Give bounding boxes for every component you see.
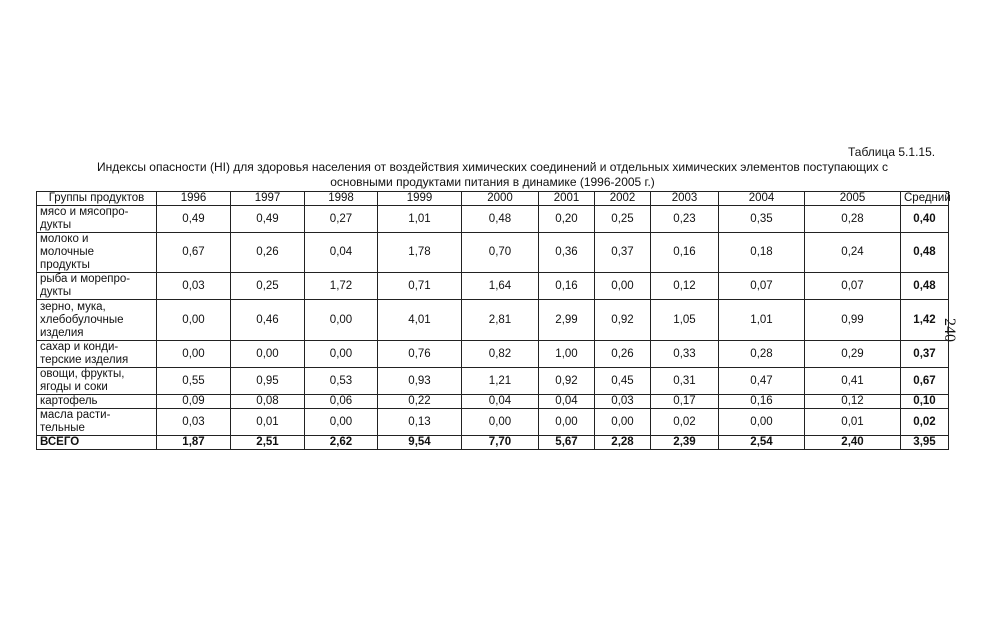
header-average: Средний (901, 192, 949, 206)
table-row (37, 368, 949, 395)
value-cell: 0,07 (805, 273, 901, 300)
value-cell: 0,00 (719, 409, 805, 436)
value-cell: 0,04 (539, 395, 595, 409)
value-cell: 1,78 (378, 233, 462, 273)
total-value-cell: 2,51 (231, 436, 305, 450)
value-cell: 0,55 (157, 368, 231, 395)
total-label-cell: ВСЕГО (37, 436, 157, 450)
table-row (37, 233, 949, 273)
average-cell: 1,42 (901, 300, 949, 341)
table-body (37, 206, 949, 450)
total-value-cell: 7,70 (462, 436, 539, 450)
value-cell: 0,00 (305, 409, 378, 436)
value-cell: 0,53 (305, 368, 378, 395)
table-number-label: Таблица 5.1.15. (848, 145, 936, 159)
value-cell: 0,02 (651, 409, 719, 436)
value-cell: 0,48 (462, 206, 539, 233)
header-year: 2000 (462, 192, 539, 206)
product-group-cell: картофель (37, 395, 157, 409)
value-cell: 4,01 (378, 300, 462, 341)
value-cell: 0,03 (595, 395, 651, 409)
value-cell: 0,25 (231, 273, 305, 300)
value-cell: 0,99 (805, 300, 901, 341)
product-group-cell: зерно, мука, хлебобулочные изделия (37, 300, 157, 341)
header-year: 1996 (157, 192, 231, 206)
value-cell: 0,47 (719, 368, 805, 395)
table-row (37, 206, 949, 233)
value-cell: 0,82 (462, 341, 539, 368)
value-cell: 0,16 (651, 233, 719, 273)
value-cell: 0,70 (462, 233, 539, 273)
value-cell: 1,01 (719, 300, 805, 341)
value-cell: 0,16 (539, 273, 595, 300)
value-cell: 0,08 (231, 395, 305, 409)
product-group-cell: мясо и мясопро- дукты (37, 206, 157, 233)
value-cell: 0,01 (805, 409, 901, 436)
total-average-cell: 3,95 (901, 436, 949, 450)
product-group-cell: овощи, фрукты, ягоды и соки (37, 368, 157, 395)
value-cell: 0,76 (378, 341, 462, 368)
header-year: 1997 (231, 192, 305, 206)
value-cell: 0,26 (595, 341, 651, 368)
value-cell: 0,36 (539, 233, 595, 273)
value-cell: 0,00 (595, 409, 651, 436)
table-row (37, 409, 949, 436)
table-row (37, 395, 949, 409)
value-cell: 0,00 (595, 273, 651, 300)
table-row (37, 341, 949, 368)
value-cell: 0,25 (595, 206, 651, 233)
product-group-cell: масла расти- тельные (37, 409, 157, 436)
table-title-line-1: Индексы опасности (HI) для здоровья населения от воздействия химических соединений и отдельных химических элементов поступающих с (97, 160, 888, 174)
average-cell: 0,10 (901, 395, 949, 409)
table-title-line-2: основными продуктами питания в динамике (1996-2005 г.) (330, 175, 655, 189)
value-cell: 0,49 (157, 206, 231, 233)
product-group-cell: сахар и конди- терские изделия (37, 341, 157, 368)
value-cell: 1,21 (462, 368, 539, 395)
average-cell: 0,48 (901, 233, 949, 273)
total-row (37, 436, 949, 450)
value-cell: 1,72 (305, 273, 378, 300)
value-cell: 0,03 (157, 273, 231, 300)
value-cell: 0,07 (719, 273, 805, 300)
value-cell: 0,04 (305, 233, 378, 273)
hazard-index-table (36, 191, 949, 450)
total-value-cell: 2,54 (719, 436, 805, 450)
value-cell: 0,29 (805, 341, 901, 368)
value-cell: 0,00 (157, 341, 231, 368)
table-row (37, 273, 949, 300)
value-cell: 0,49 (231, 206, 305, 233)
value-cell: 0,17 (651, 395, 719, 409)
value-cell: 0,31 (651, 368, 719, 395)
header-year: 2004 (719, 192, 805, 206)
value-cell: 0,01 (231, 409, 305, 436)
value-cell: 0,27 (305, 206, 378, 233)
header-year: 2005 (805, 192, 901, 206)
value-cell: 0,35 (719, 206, 805, 233)
table-title (40, 160, 945, 190)
total-value-cell: 2,40 (805, 436, 901, 450)
value-cell: 1,00 (539, 341, 595, 368)
value-cell: 0,28 (719, 341, 805, 368)
average-cell: 0,37 (901, 341, 949, 368)
value-cell: 0,22 (378, 395, 462, 409)
value-cell: 0,95 (231, 368, 305, 395)
value-cell: 2,99 (539, 300, 595, 341)
value-cell: 0,12 (805, 395, 901, 409)
value-cell: 0,26 (231, 233, 305, 273)
value-cell: 1,01 (378, 206, 462, 233)
value-cell: 0,41 (805, 368, 901, 395)
value-cell: 0,00 (462, 409, 539, 436)
value-cell: 0,92 (595, 300, 651, 341)
value-cell: 0,12 (651, 273, 719, 300)
total-value-cell: 2,39 (651, 436, 719, 450)
value-cell: 0,67 (157, 233, 231, 273)
total-value-cell: 9,54 (378, 436, 462, 450)
value-cell: 0,16 (719, 395, 805, 409)
value-cell: 0,00 (305, 341, 378, 368)
value-cell: 0,03 (157, 409, 231, 436)
header-year: 2003 (651, 192, 719, 206)
value-cell: 0,45 (595, 368, 651, 395)
value-cell: 0,06 (305, 395, 378, 409)
header-product-groups: Группы продуктов (37, 192, 157, 206)
average-cell: 0,67 (901, 368, 949, 395)
table-row (37, 300, 949, 341)
value-cell: 0,18 (719, 233, 805, 273)
value-cell: 0,00 (157, 300, 231, 341)
product-group-cell: молоко и молочные продукты (37, 233, 157, 273)
total-value-cell: 2,62 (305, 436, 378, 450)
header-year: 1999 (378, 192, 462, 206)
average-cell: 0,40 (901, 206, 949, 233)
value-cell: 0,00 (305, 300, 378, 341)
value-cell: 0,93 (378, 368, 462, 395)
product-group-cell: рыба и морепро- дукты (37, 273, 157, 300)
value-cell: 0,04 (462, 395, 539, 409)
value-cell: 0,71 (378, 273, 462, 300)
value-cell: 0,28 (805, 206, 901, 233)
value-cell: 1,05 (651, 300, 719, 341)
value-cell: 0,13 (378, 409, 462, 436)
total-value-cell: 5,67 (539, 436, 595, 450)
header-year: 1998 (305, 192, 378, 206)
value-cell: 0,92 (539, 368, 595, 395)
value-cell: 0,00 (231, 341, 305, 368)
value-cell: 0,23 (651, 206, 719, 233)
value-cell: 0,09 (157, 395, 231, 409)
header-year: 2002 (595, 192, 651, 206)
value-cell: 0,33 (651, 341, 719, 368)
value-cell: 0,24 (805, 233, 901, 273)
header-year: 2001 (539, 192, 595, 206)
average-cell: 0,48 (901, 273, 949, 300)
total-value-cell: 2,28 (595, 436, 651, 450)
table-header-row (37, 192, 949, 206)
value-cell: 0,46 (231, 300, 305, 341)
value-cell: 0,00 (539, 409, 595, 436)
value-cell: 2,81 (462, 300, 539, 341)
value-cell: 1,64 (462, 273, 539, 300)
value-cell: 0,37 (595, 233, 651, 273)
page-number: 240 (941, 318, 958, 342)
value-cell: 0,20 (539, 206, 595, 233)
total-value-cell: 1,87 (157, 436, 231, 450)
average-cell: 0,02 (901, 409, 949, 436)
